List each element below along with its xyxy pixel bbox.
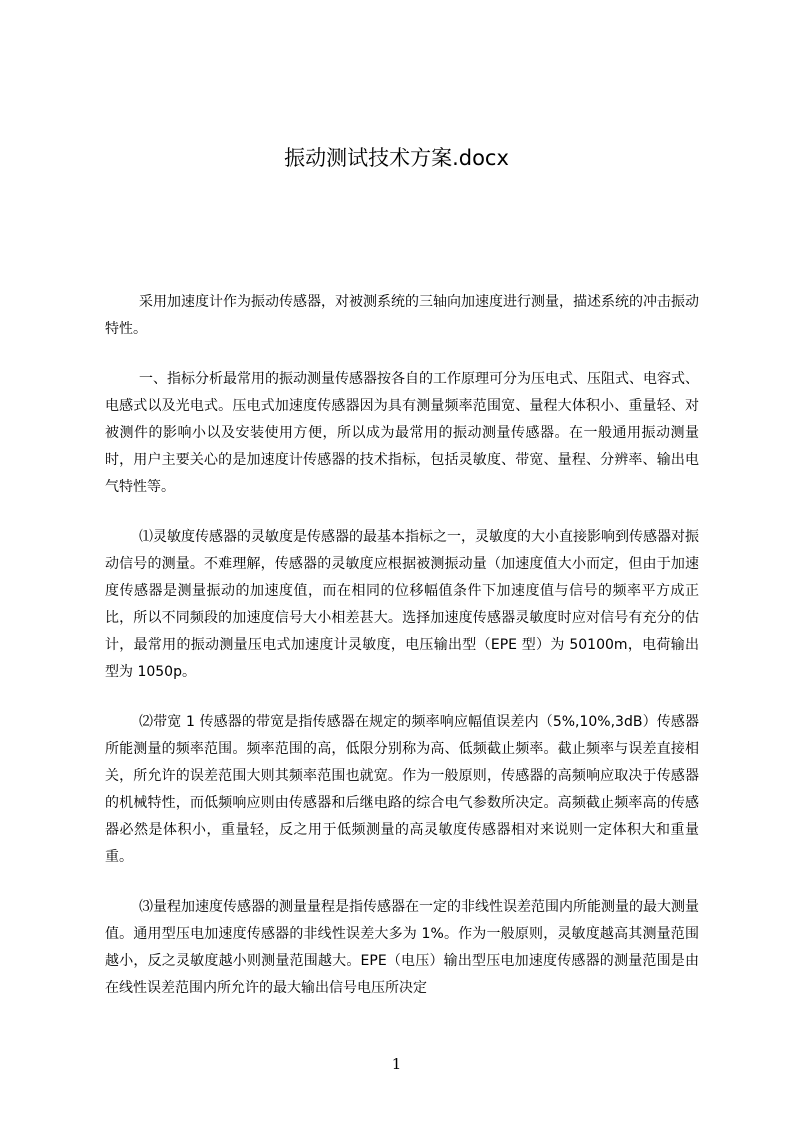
page-number: 1 bbox=[391, 1055, 402, 1073]
paragraph-bandwidth: ⑵带宽 1 传感器的带宽是指传感器在规定的频率响应幅值误差内（5%,10%,3dB）传感器所能测量的频率范围。频率范围的高，低限分别称为高、低频截止频率。截止频率与误差直接相关，所允许的误差范围大则其频率范围也就宽。作为一般原则，传感器的高频响应取决于传感器的机械特性，而低频响应则由传感器和后继电路的综合电气参数所决定。高频截止频率高的传感器必然是体积小，重量轻，反之用于低频测量的高灵敏度传感器相对来说则一定体积大和重量重。 bbox=[105, 714, 699, 865]
paragraph-range: ⑶量程加速度传感器的测量量程是指传感器在一定的非线性误差范围内所能测量的最大测量值。通用型压电加速度传感器的非线性误差大多为 1%。作为一般原则，灵敏度越高其测量范围越小，反之灵敏度越小则测量范围越大。EPE（电压）输出型压电加速度传感器的测量范围是由在线性误差范围内所允许的最大输出信号电压所决定 bbox=[105, 899, 699, 996]
document-body bbox=[105, 289, 699, 1025]
paragraph-indicator-analysis: 一、指标分析最常用的振动测量传感器按各自的工作原理可分为压电式、压阻式、电容式、电感式以及光电式。压电式加速度传感器因为具有测量频率范围宽、量程大体积小、重量轻、对被测件的影响小以及安装使用方便，所以成为最常用的振动测量传感器。在一般通用振动测量时，用户主要关心的是加速度计传感器的技术指标，包括灵敏度、带宽、量程、分辨率、输出电气特性等。 bbox=[105, 371, 699, 495]
document-title: 振动测试技术方案.docx bbox=[284, 146, 509, 170]
paragraph-sensitivity: ⑴灵敏度传感器的灵敏度是传感器的最基本指标之一，灵敏度的大小直接影响到传感器对振动信号的测量。不难理解，传感器的灵敏度应根据被测振动量（加速度值大小而定，但由于加速度传感器是测量振动的加速度值，而在相同的位移幅值条件下加速度值与信号的频率平方成正比，所以不同频段的加速度信号大小相差甚大。选择加速度传感器灵敏度时应对信号有充分的估计，最常用的振动测量压电式加速度计灵敏度，电压输出型（EPE 型）为 50100m，电荷输出型为 1050p。 bbox=[105, 529, 699, 680]
paragraph-intro: 采用加速度计作为振动传感器，对被测系统的三轴向加速度进行测量，描述系统的冲击振动特性。 bbox=[105, 294, 699, 337]
